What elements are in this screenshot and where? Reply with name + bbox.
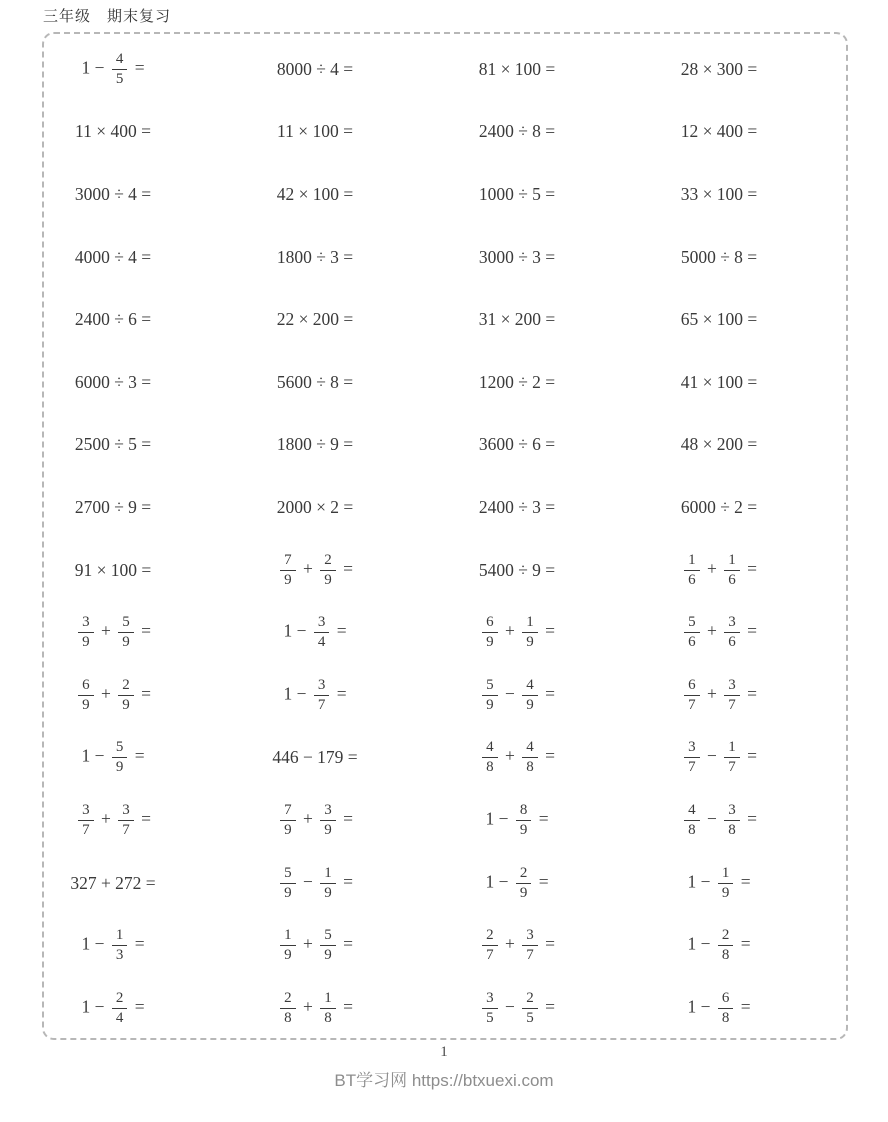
math-expression: $\frac{7}{9}$ + $\frac{3}{9}$ = <box>277 802 353 839</box>
problem-cell <box>12 977 214 1040</box>
math-expression: $\frac{7}{9}$ + $\frac{2}{9}$ = <box>277 552 353 589</box>
fraction <box>684 802 700 839</box>
math-expression: 1 − $\frac{2}{4}$ = <box>81 989 145 1026</box>
math-expression: $\frac{5}{9}$ − $\frac{1}{9}$ = <box>277 865 353 902</box>
problem-cell <box>12 852 214 915</box>
problem-cell <box>214 664 416 727</box>
fraction <box>112 927 128 964</box>
problem-cell <box>618 38 820 101</box>
math-expression: 22 × 200 = <box>276 309 354 330</box>
fraction-denominator: 9 <box>519 821 528 838</box>
problem-cell <box>416 163 618 226</box>
fraction <box>280 552 296 589</box>
fraction-denominator: 6 <box>688 634 696 651</box>
math-expression: $\frac{5}{9}$ − $\frac{4}{9}$ = <box>479 677 555 714</box>
fraction-denominator: 9 <box>122 696 130 713</box>
fraction-denominator: 7 <box>688 696 696 713</box>
problem-cell <box>12 476 214 539</box>
fraction-numerator: 3 <box>522 927 538 946</box>
math-expression: 2400 ÷ 6 = <box>74 309 152 330</box>
fraction-denominator: 9 <box>82 696 90 713</box>
problem-cell <box>12 727 214 790</box>
problem-cell <box>416 664 618 727</box>
fraction-numerator: 4 <box>522 739 538 758</box>
problem-cell <box>618 351 820 414</box>
fraction-denominator: 7 <box>688 759 696 776</box>
problem-cell <box>416 539 618 602</box>
fraction-denominator: 3 <box>115 947 124 964</box>
math-expression: 48 × 200 = <box>680 434 758 455</box>
problem-cell <box>12 789 214 852</box>
problem-cell <box>618 977 820 1040</box>
fraction-denominator: 4 <box>317 634 326 651</box>
math-expression: 3000 ÷ 3 = <box>478 246 556 267</box>
math-expression: $\frac{1}{6}$ + $\frac{1}{6}$ = <box>681 552 757 589</box>
math-expression: 65 × 100 = <box>680 309 758 330</box>
footer-site-link: BT学习网 https://btxuexi.com <box>334 1071 554 1090</box>
fraction-numerator: 3 <box>78 614 94 633</box>
problem-cell <box>618 288 820 351</box>
fraction-denominator: 8 <box>721 947 730 964</box>
fraction <box>516 802 532 839</box>
math-expression: 8000 ÷ 4 = <box>276 58 354 79</box>
math-expression: 11 × 100 = <box>277 121 353 142</box>
math-expression: 3000 ÷ 4 = <box>74 183 152 204</box>
math-expression: $\frac{6}{9}$ + $\frac{1}{9}$ = <box>479 614 555 651</box>
fraction-numerator: 1 <box>724 552 740 571</box>
math-expression: 12 × 400 = <box>680 121 758 142</box>
fraction <box>684 739 700 776</box>
fraction-denominator: 9 <box>284 821 292 838</box>
math-expression: 2500 ÷ 5 = <box>74 434 152 455</box>
math-expression: 446 − 179 = <box>272 747 358 768</box>
fraction-denominator: 7 <box>728 759 736 776</box>
math-expression: $\frac{2}{8}$ + $\frac{1}{8}$ = <box>277 990 353 1027</box>
problem-cell <box>416 414 618 477</box>
math-expression: 28 × 300 = <box>680 58 758 79</box>
math-expression: $\frac{3}{5}$ − $\frac{2}{5}$ = <box>479 990 555 1027</box>
math-expression: 327 + 272 = <box>70 872 156 893</box>
math-expression: $\frac{4}{8}$ + $\frac{4}{8}$ = <box>479 739 555 776</box>
problem-cell <box>618 601 820 664</box>
fraction-denominator: 9 <box>122 634 130 651</box>
math-expression: 1 − $\frac{5}{9}$ = <box>81 739 145 776</box>
fraction-denominator: 6 <box>728 571 736 588</box>
math-expression: 6000 ÷ 3 = <box>74 371 152 392</box>
fraction-numerator: 7 <box>280 802 296 821</box>
math-expression: 1 − $\frac{3}{4}$ = <box>283 614 347 651</box>
problem-cell <box>12 539 214 602</box>
math-expression: 1 − $\frac{8}{9}$ = <box>485 801 549 838</box>
fraction-numerator: 4 <box>522 677 538 696</box>
math-expression: 1800 ÷ 9 = <box>276 434 354 455</box>
fraction-denominator: 8 <box>284 1009 292 1026</box>
fraction-numerator: 5 <box>320 927 336 946</box>
problem-cell <box>214 539 416 602</box>
fraction <box>522 677 538 714</box>
fraction-denominator: 8 <box>526 759 534 776</box>
math-expression: 2400 ÷ 8 = <box>478 121 556 142</box>
problem-cell <box>416 727 618 790</box>
fraction <box>724 739 740 776</box>
math-expression: 4000 ÷ 4 = <box>74 246 152 267</box>
fraction <box>724 614 740 651</box>
fraction-denominator: 7 <box>728 696 736 713</box>
problem-cell <box>214 977 416 1040</box>
math-expression: 1 − $\frac{1}{3}$ = <box>81 927 145 964</box>
problem-cell <box>214 476 416 539</box>
fraction-numerator: 6 <box>684 677 700 696</box>
fraction-denominator: 9 <box>519 884 528 901</box>
fraction-denominator: 9 <box>324 571 332 588</box>
math-expression: 1 − $\frac{3}{7}$ = <box>283 676 347 713</box>
fraction-denominator: 9 <box>486 634 494 651</box>
problem-cell <box>12 288 214 351</box>
problem-cell <box>12 914 214 977</box>
fraction-numerator: 2 <box>280 990 296 1009</box>
problem-cell <box>214 601 416 664</box>
math-expression: $\frac{2}{7}$ + $\frac{3}{7}$ = <box>479 927 555 964</box>
math-expression: $\frac{3}{7}$ − $\frac{1}{7}$ = <box>681 739 757 776</box>
fraction-denominator: 8 <box>486 759 494 776</box>
fraction-numerator: 1 <box>684 552 700 571</box>
fraction-denominator: 7 <box>122 821 130 838</box>
fraction-denominator: 9 <box>82 634 90 651</box>
problem-cell <box>214 789 416 852</box>
fraction-denominator: 9 <box>486 696 494 713</box>
fraction-denominator: 5 <box>526 1009 534 1026</box>
math-expression: $\frac{3}{9}$ + $\frac{5}{9}$ = <box>75 614 151 651</box>
fraction <box>314 677 330 714</box>
problem-cell <box>12 601 214 664</box>
fraction <box>718 990 734 1027</box>
fraction-numerator: 4 <box>684 802 700 821</box>
fraction-numerator: 3 <box>482 990 498 1009</box>
problem-cell <box>214 351 416 414</box>
problem-cell <box>214 727 416 790</box>
fraction-denominator: 6 <box>728 634 736 651</box>
problem-cell <box>12 351 214 414</box>
problem-cell <box>618 789 820 852</box>
fraction-denominator: 7 <box>82 821 90 838</box>
problem-cell <box>618 163 820 226</box>
problem-cell <box>416 977 618 1040</box>
fraction-numerator: 2 <box>118 677 134 696</box>
problem-cell <box>416 38 618 101</box>
fraction-denominator: 9 <box>284 884 292 901</box>
fraction-numerator: 2 <box>522 990 538 1009</box>
problem-cell <box>416 288 618 351</box>
math-expression: 2400 ÷ 3 = <box>478 496 556 517</box>
problem-cell <box>12 414 214 477</box>
problem-cell <box>618 539 820 602</box>
fraction-numerator: 1 <box>112 927 128 946</box>
fraction-numerator: 8 <box>516 802 532 821</box>
problem-cell <box>618 914 820 977</box>
fraction <box>522 990 538 1027</box>
fraction-numerator: 4 <box>112 51 128 70</box>
math-expression: 1 − $\frac{4}{5}$ = <box>81 50 145 87</box>
fraction <box>684 677 700 714</box>
fraction <box>112 51 128 88</box>
fraction-numerator: 7 <box>280 552 296 571</box>
fraction <box>118 802 134 839</box>
fraction <box>320 990 336 1027</box>
fraction-denominator: 8 <box>688 821 696 838</box>
fraction <box>280 802 296 839</box>
fraction <box>482 614 498 651</box>
fraction <box>718 927 734 964</box>
fraction <box>320 802 336 839</box>
problem-cell <box>214 914 416 977</box>
fraction <box>684 614 700 651</box>
fraction-numerator: 2 <box>320 552 336 571</box>
problem-cell <box>618 101 820 164</box>
fraction-denominator: 9 <box>324 947 332 964</box>
fraction <box>320 927 336 964</box>
math-expression: 2700 ÷ 9 = <box>74 496 152 517</box>
fraction-numerator: 6 <box>482 614 498 633</box>
fraction-numerator: 5 <box>482 677 498 696</box>
fraction-numerator: 3 <box>684 739 700 758</box>
problem-cell <box>618 727 820 790</box>
fraction-denominator: 8 <box>728 821 736 838</box>
problem-cell <box>618 476 820 539</box>
math-expression: 42 × 100 = <box>276 183 354 204</box>
fraction-numerator: 2 <box>112 990 128 1009</box>
fraction-numerator: 3 <box>320 802 336 821</box>
fraction <box>314 614 330 651</box>
problem-grid <box>12 38 820 1040</box>
math-expression: 33 × 100 = <box>680 183 758 204</box>
math-expression: 11 × 400 = <box>75 121 151 142</box>
fraction-denominator: 4 <box>115 1009 124 1026</box>
math-expression: 6000 ÷ 2 = <box>680 496 758 517</box>
fraction-denominator: 9 <box>526 634 534 651</box>
fraction <box>522 927 538 964</box>
problem-cell <box>214 38 416 101</box>
problem-cell <box>214 414 416 477</box>
problem-cell <box>12 38 214 101</box>
math-expression: 31 × 200 = <box>478 309 556 330</box>
fraction <box>522 739 538 776</box>
fraction-denominator: 5 <box>486 1009 494 1026</box>
problem-cell <box>214 101 416 164</box>
fraction-numerator: 3 <box>314 677 330 696</box>
math-expression: 1200 ÷ 2 = <box>478 371 556 392</box>
problem-cell <box>214 226 416 289</box>
math-expression: $\frac{1}{9}$ + $\frac{5}{9}$ = <box>277 927 353 964</box>
fraction-denominator: 9 <box>284 571 292 588</box>
fraction <box>684 552 700 589</box>
fraction <box>320 552 336 589</box>
fraction-numerator: 2 <box>516 865 532 884</box>
problem-cell <box>618 226 820 289</box>
fraction <box>78 614 94 651</box>
problem-cell <box>214 852 416 915</box>
math-expression: 91 × 100 = <box>74 559 152 580</box>
fraction-numerator: 2 <box>482 927 498 946</box>
fraction-numerator: 3 <box>314 614 330 633</box>
math-expression: 41 × 100 = <box>680 371 758 392</box>
fraction-numerator: 1 <box>280 927 296 946</box>
math-expression: 5400 ÷ 9 = <box>478 559 556 580</box>
fraction <box>482 739 498 776</box>
fraction-denominator: 5 <box>115 70 124 87</box>
math-expression: $\frac{5}{6}$ + $\frac{3}{6}$ = <box>681 614 757 651</box>
fraction-denominator: 7 <box>486 947 494 964</box>
fraction-denominator: 7 <box>317 696 326 713</box>
math-expression: 3600 ÷ 6 = <box>478 434 556 455</box>
fraction-denominator: 9 <box>115 759 124 776</box>
fraction-numerator: 5 <box>684 614 700 633</box>
math-expression: 5600 ÷ 8 = <box>276 371 354 392</box>
fraction <box>482 927 498 964</box>
math-expression: 1 − $\frac{2}{9}$ = <box>485 864 549 901</box>
fraction <box>724 802 740 839</box>
math-expression: 2000 × 2 = <box>276 496 354 517</box>
fraction-denominator: 8 <box>721 1009 730 1026</box>
fraction-denominator: 9 <box>721 884 730 901</box>
fraction-denominator: 6 <box>688 571 696 588</box>
fraction <box>482 990 498 1027</box>
page-title: 三年级 期末复习 <box>43 8 172 25</box>
fraction <box>280 865 296 902</box>
math-expression: 1 − $\frac{1}{9}$ = <box>687 864 751 901</box>
fraction <box>112 739 128 776</box>
math-expression: 1800 ÷ 3 = <box>276 246 354 267</box>
fraction <box>280 927 296 964</box>
fraction-numerator: 3 <box>118 802 134 821</box>
fraction-numerator: 6 <box>718 990 734 1009</box>
fraction-numerator: 6 <box>78 677 94 696</box>
fraction-denominator: 9 <box>324 821 332 838</box>
problem-cell <box>416 914 618 977</box>
problem-cell <box>618 664 820 727</box>
fraction <box>280 990 296 1027</box>
problem-cell <box>12 226 214 289</box>
fraction <box>78 677 94 714</box>
math-expression: 1 − $\frac{6}{8}$ = <box>687 989 751 1026</box>
math-expression: 81 × 100 = <box>478 58 556 79</box>
problem-cell <box>12 664 214 727</box>
fraction <box>516 865 532 902</box>
fraction <box>724 677 740 714</box>
fraction-denominator: 7 <box>526 947 534 964</box>
math-expression: 1000 ÷ 5 = <box>478 183 556 204</box>
fraction-numerator: 2 <box>718 927 734 946</box>
fraction-numerator: 1 <box>320 990 336 1009</box>
fraction-numerator: 5 <box>280 865 296 884</box>
fraction <box>78 802 94 839</box>
problem-cell <box>214 163 416 226</box>
fraction-numerator: 3 <box>78 802 94 821</box>
math-expression: $\frac{6}{7}$ + $\frac{3}{7}$ = <box>681 677 757 714</box>
problem-cell <box>416 226 618 289</box>
problem-cell <box>416 789 618 852</box>
fraction-numerator: 5 <box>118 614 134 633</box>
fraction-numerator: 1 <box>320 865 336 884</box>
fraction-denominator: 9 <box>526 696 534 713</box>
fraction <box>482 677 498 714</box>
fraction-numerator: 1 <box>522 614 538 633</box>
math-expression: 5000 ÷ 8 = <box>680 246 758 267</box>
problem-cell <box>416 476 618 539</box>
problem-cell <box>214 288 416 351</box>
fraction <box>112 990 128 1027</box>
fraction <box>724 552 740 589</box>
problem-cell <box>416 351 618 414</box>
math-expression: $\frac{3}{7}$ + $\frac{3}{7}$ = <box>75 802 151 839</box>
problem-cell <box>416 852 618 915</box>
math-expression: 1 − $\frac{2}{8}$ = <box>687 927 751 964</box>
problem-cell <box>416 601 618 664</box>
problem-cell <box>12 101 214 164</box>
fraction <box>118 677 134 714</box>
problem-cell <box>416 101 618 164</box>
math-expression: $\frac{6}{9}$ + $\frac{2}{9}$ = <box>75 677 151 714</box>
fraction-numerator: 3 <box>724 677 740 696</box>
fraction-numerator: 1 <box>724 739 740 758</box>
fraction-numerator: 4 <box>482 739 498 758</box>
fraction <box>118 614 134 651</box>
fraction-numerator: 5 <box>112 739 128 758</box>
fraction <box>718 865 734 902</box>
math-expression: $\frac{4}{8}$ − $\frac{3}{8}$ = <box>681 802 757 839</box>
problem-cell <box>12 163 214 226</box>
fraction-numerator: 3 <box>724 614 740 633</box>
fraction <box>522 614 538 651</box>
page-number: 1 <box>440 1044 448 1060</box>
fraction-denominator: 9 <box>284 947 292 964</box>
problem-cell <box>618 852 820 915</box>
fraction-numerator: 1 <box>718 865 734 884</box>
fraction-denominator: 8 <box>324 1009 332 1026</box>
problem-cell <box>618 414 820 477</box>
fraction-numerator: 3 <box>724 802 740 821</box>
fraction-denominator: 9 <box>324 884 332 901</box>
fraction <box>320 865 336 902</box>
